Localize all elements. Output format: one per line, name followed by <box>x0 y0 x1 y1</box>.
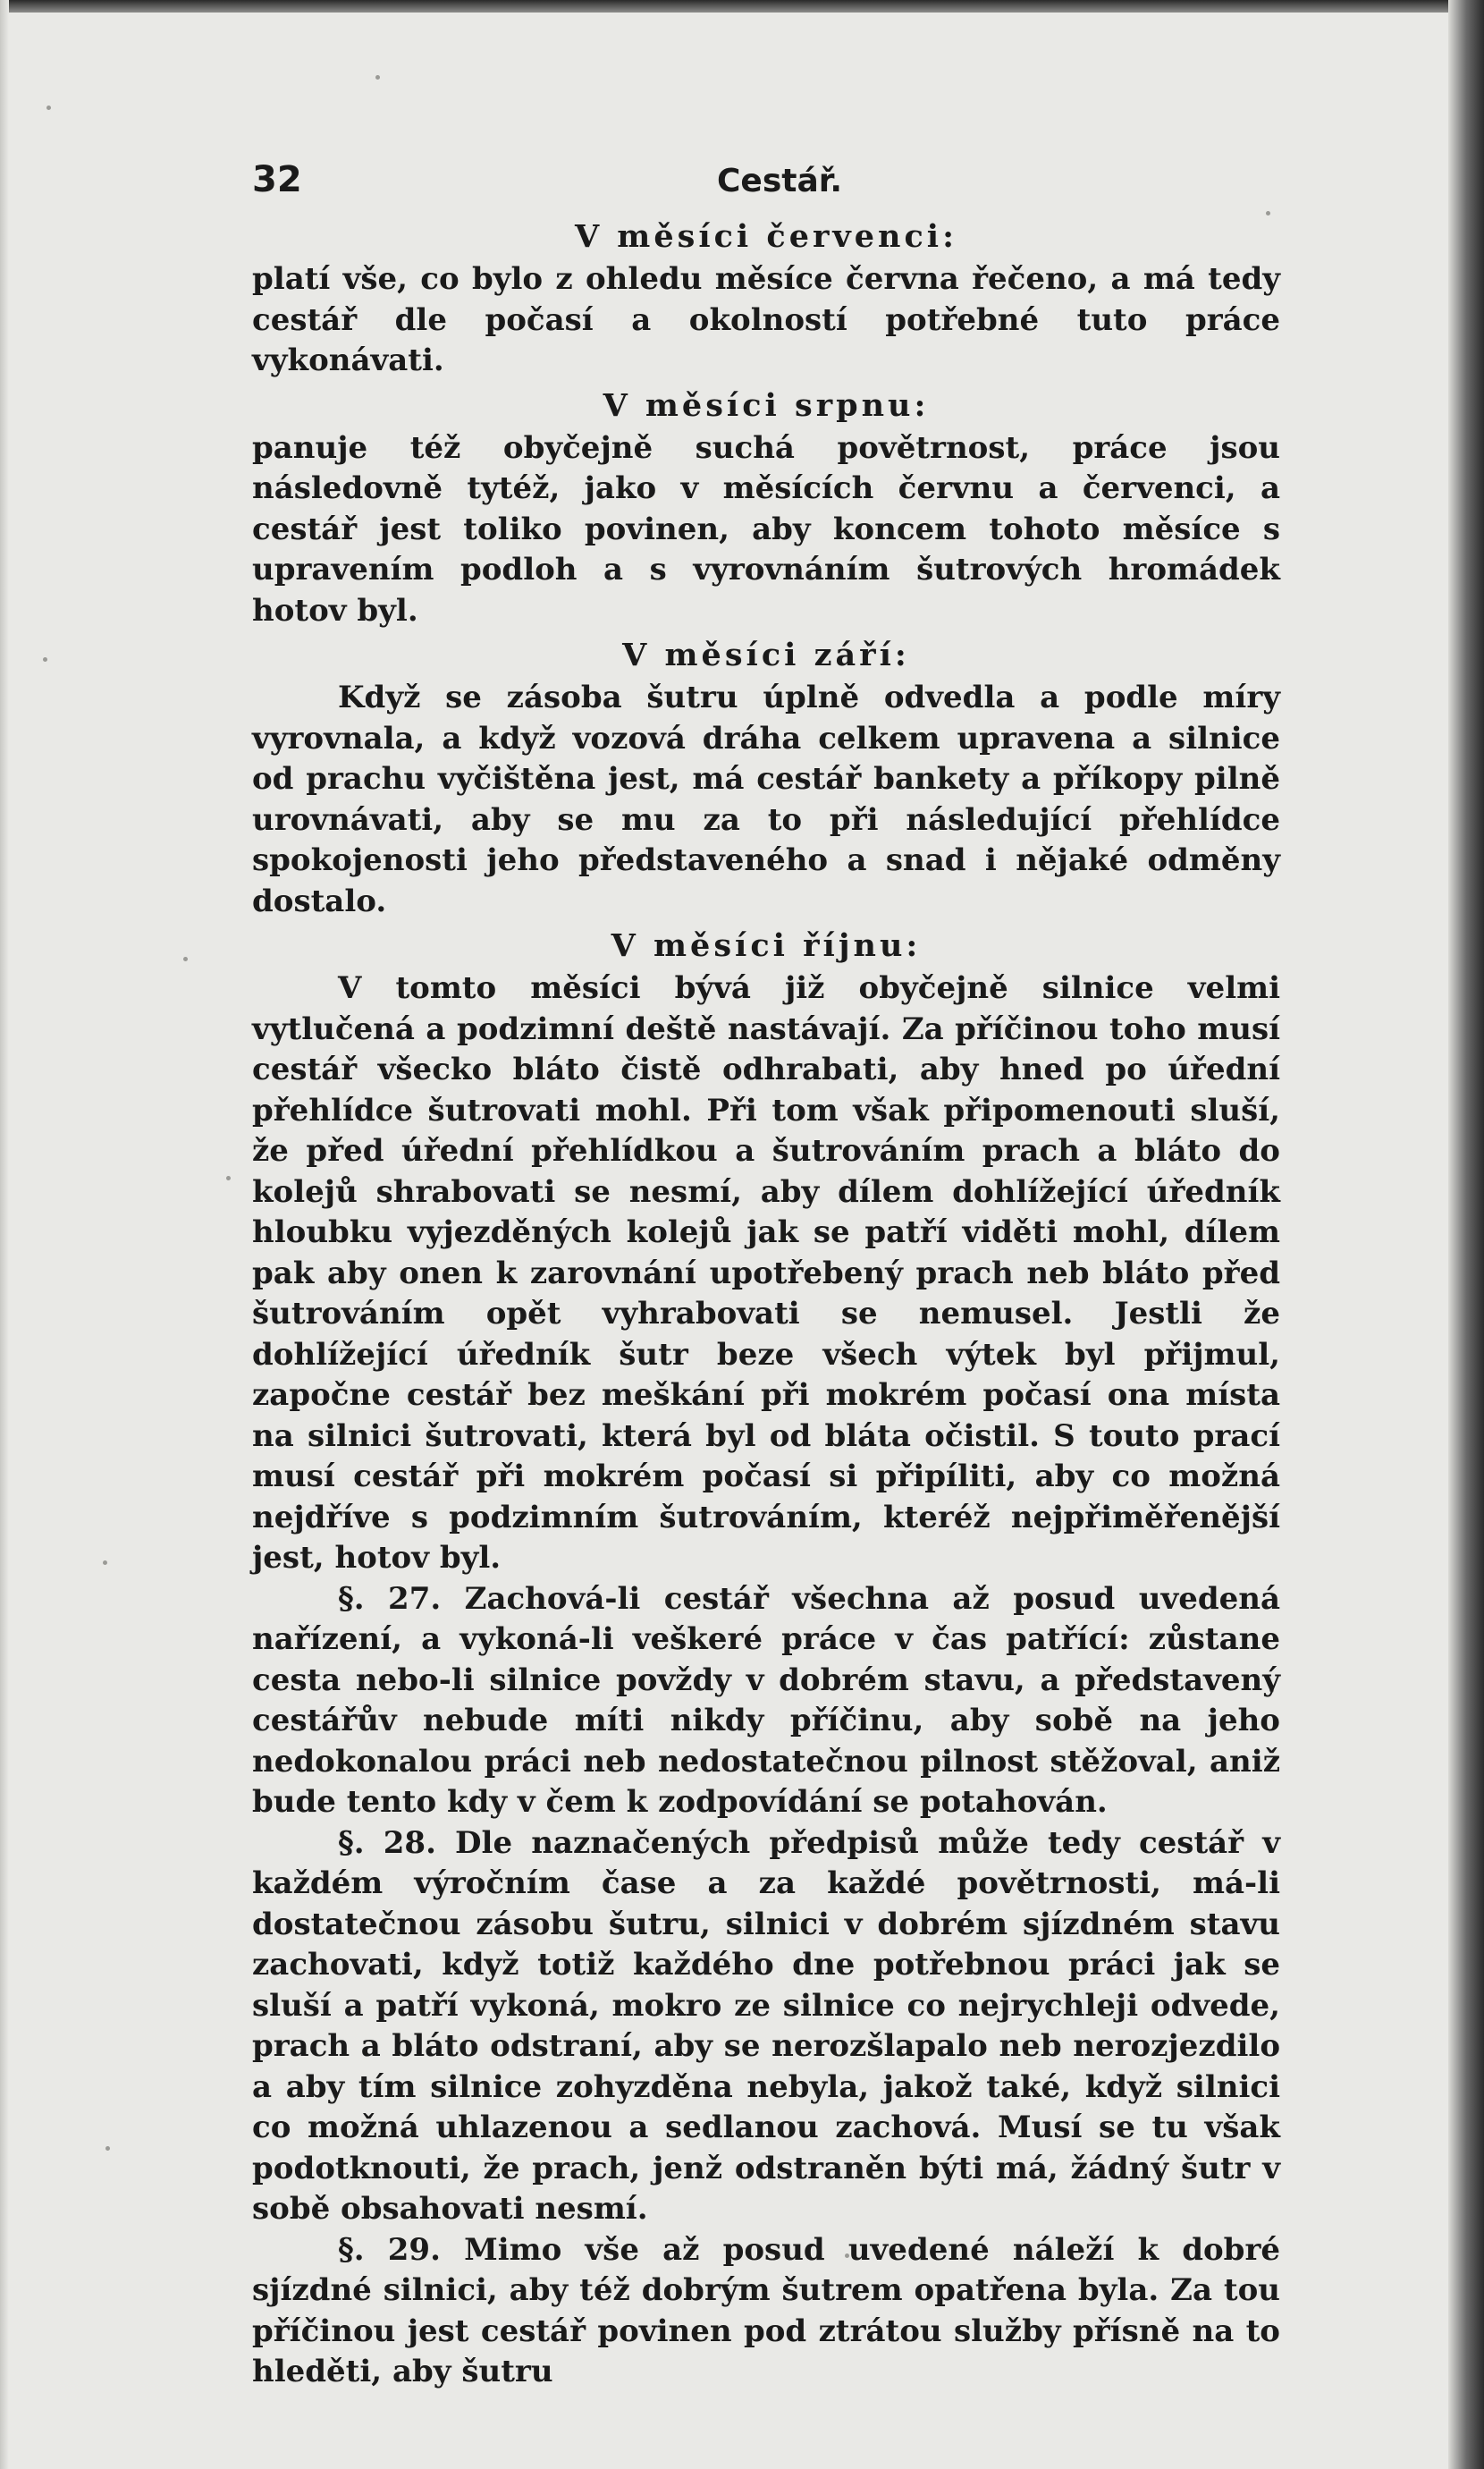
scan-speck <box>43 657 47 662</box>
paragraph: Když se zásoba šutru úplně odvedla a podle míry vyrovnala, a když vozová dráha celkem upravena a silnice od prachu vyčištěna jest, má cestář bankety a příkopy pilně urovnávati, aby se mu za to při následující přehlídce spokojenosti jeho představeného a snad i nějaké odměny dostalo. <box>252 680 1280 919</box>
body-text <box>252 216 1280 2393</box>
scan-speck <box>103 1560 107 1565</box>
book-page <box>252 159 1280 2393</box>
paragraph: panuje též obyčejně suchá povětrnost, práce jsou následovně tytéž, jako v měsících červnu a červenci, a cestář jest toliko povinen, aby koncem tohoto měsíce s upravením podloh a s vyrovnáním šutrových hromádek hotov byl. <box>252 429 1280 629</box>
running-head <box>252 159 1280 213</box>
paragraph: §. 29. Mimo vše až posud uvedené náleží k dobré sjízdné silnici, aby též dobrým šutrem opatřena byla. Za tou příčinou jest cestář povinen pod ztrátou služby přísně na to hleděti, aby šutru <box>252 2231 1280 2389</box>
section-heading: V měsíci říjnu: <box>611 927 922 964</box>
scan-border-left <box>0 0 9 2469</box>
section-heading: V měsíci červenci: <box>574 218 958 255</box>
paragraph: V tomto měsíci bývá již obyčejně silnice velmi vytlučená a podzimní deště nastávají. Za příčinou toho musí cestář všecko bláto čistě odhrabati, aby hned po úřední přehlídce šutrovati mohl. Při tom však připomenouti sluší, že před úřední přehlídkou a šutrováním prach a bláto do kolejů shrabovati se nesmí, aby dílem dohlížející úředník hloubku vyjezděných kolejů jak se patří viděti mohl, dílem pak aby onen k zarovnání upotřebený prach neb bláto před šutrováním opět vyhrabovati se nemusel. Jestli že dohlížející úředník šutr beze všech výtek byl přijmul, započne cestář bez meškání při mokrém počasí ona místa na silnici šutrovati, která byl od bláta očistil. S touto prací musí cestář při mokrém počasí si připíliti, aby co možná nejdříve s podzimním šutrováním, kteréž nejpřiměřenější jest, hotov byl. <box>252 970 1280 1576</box>
scan-border-top <box>0 0 1484 13</box>
paragraph: §. 27. Zachová-li cestář všechna až posud uvedená nařízení, a vykoná-li veškeré práce v čas patřící: zůstane cesta nebo-li silnice povždy v dobrém stavu, a představený cestářův nebude míti nikdy příčinu, aby sobě na jeho nedokonalou práci neb nedostatečnou pilnost stěžoval, aniž bude tento kdy v čem k zodpovídání se potahován. <box>252 1580 1280 1820</box>
scan-border-right <box>1448 0 1484 2469</box>
scan-speck <box>105 2146 110 2151</box>
section-heading: V měsíci srpnu: <box>603 386 930 424</box>
scan-speck <box>46 106 51 110</box>
scan-speck <box>375 75 380 80</box>
paragraph: platí vše, co bylo z ohledu měsíce června řečeno, a má tedy cestář dle počasí a okolností potřebné tuto práce vykonávati. <box>252 261 1280 378</box>
paragraph: §. 28. Dle naznačených předpisů může tedy cestář v každém výročním čase a za každé povětrnosti, má-li dostatečnou zásobu šutru, silnici v dobrém sjízdném stavu zachovati, když totiž každého dne potřebnou práci jak se sluší a patří vykoná, mokro ze silnice co nejrychleji odvede, prach a bláto odstraní, aby se nerozšlapalo neb nerozjezdilo a aby tím silnice zohyzděna nebyla, jakož také, když silnici co možná uhlazenou a sedlanou zachová. Musí se tu však podotknouti, že prach, jenž odstraněn býti má, žádný šutr v sobě obsahovati nesmí. <box>252 1824 1280 2227</box>
running-title: Cestář. <box>717 163 843 199</box>
scan-speck <box>183 957 188 961</box>
section-heading: V měsíci září: <box>622 637 910 673</box>
scan-speck <box>226 1176 231 1180</box>
page-number: 32 <box>252 159 302 200</box>
